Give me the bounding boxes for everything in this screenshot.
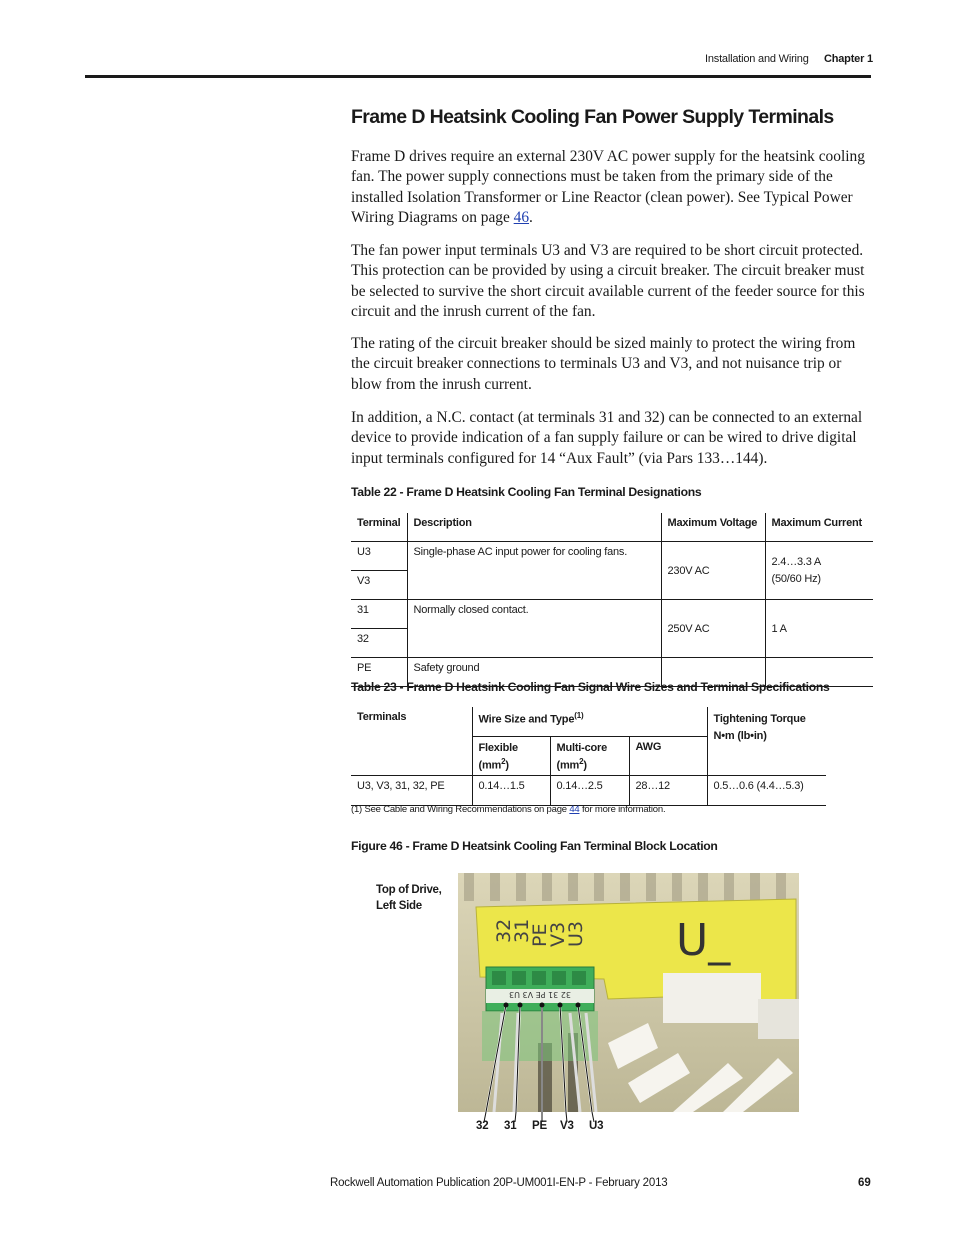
col-header-multicore: Multi-core $(mm^2)$ [550,737,629,776]
running-header-section: Installation and Wiring [705,53,809,65]
table-23-caption: Table 23 - Frame D Heatsink Cooling Fan Signal Wire Sizes and Terminal Specifications [351,680,830,694]
col-header-awg: AWG [629,737,707,776]
svg-text:PE: PE [529,923,551,947]
col-header-wire-size: Wire Size and Type$^{(1)}$ [472,707,707,737]
col-header-description: Description [407,513,661,542]
section-title: Frame D Heatsink Cooling Fan Power Supply Terminals [351,106,834,128]
cell-terminal-31: 31 [351,600,407,629]
col-header-torque: Tightening Torque N•m (lb•in) [707,707,826,776]
paragraph-power-supply: Frame D drives require an external 230V AC power supply for the heatsink cooling fan. The power supply connections must be taken from the primary side of the installed Isolation Transformer or Line Reactor (clean power). See Typical Power Wiring Diagrams on page 46. [351,148,865,227]
header-rule [85,75,871,78]
cell-multicore: 0.14…2.5 [550,776,629,806]
table-row [351,542,873,571]
footer-publication: Rockwell Automation Publication 20P-UM001I-EN-P - February 2013 [330,1177,668,1189]
table-footnote: (1) See Cable and Wiring Recommendations on page 44 for more information. [351,804,666,815]
cell-flexible: 0.14…1.5 [472,776,550,806]
cell-terminal-u3: U3 [351,542,407,571]
sticker-text: U_ [676,915,731,966]
callout-label-32: 32 [476,1120,489,1132]
page-link-44[interactable]: 44 [569,804,580,815]
table-22-caption: Table 22 - Frame D Heatsink Cooling Fan Terminal Designations [351,485,702,499]
cell-pe-description: Safety ground [407,658,661,687]
cell-fan-voltage: 230V AC [661,542,765,600]
cell-fan-description: Single-phase AC input power for cooling fans. [407,542,661,600]
footnote-ref: (1) [574,711,584,720]
terminal-block-photo [458,873,799,1112]
cell-nc-voltage: 250V AC [661,600,765,658]
table-header-row [351,513,873,542]
svg-text:U3: U3 [565,921,587,947]
terminal-designations-table [351,513,873,687]
cell-terminal-v3: V3 [351,571,407,600]
page-number: 69 [858,1177,871,1189]
paragraph-nc-contact: In addition, a N.C. contact (at terminals 31 and 32) can be connected to an external device to provide indication of a fan supply failure or can be wired to drive digital input terminals configured for 14 “Aux Fault” (via Pars 133…144). [351,409,863,467]
svg-text:V3: V3 [547,921,569,947]
cell-awg: 28…12 [629,776,707,806]
cell-terminals: U3, V3, 31, 32, PE [351,776,472,806]
table-header-row [351,707,826,737]
col-header-terminals: Terminals [351,707,472,776]
paragraph-short-circuit: The fan power input terminals U3 and V3 are required to be short circuit protected. This protection can be provided by using a circuit breaker. The circuit breaker must be selected to survive the short circuit available current of the feeder source for this circuit and the inrush current of the fan. [351,242,865,321]
col-header-flexible: Flexible $(mm^2)$ [472,737,550,776]
col-header-terminal: Terminal [351,513,407,542]
callout-label-u3: U3 [589,1120,604,1132]
figure-location-label: Top of Drive, Left Side [376,884,442,912]
cell-torque: 0.5…0.6 (4.4…5.3) [707,776,826,806]
callout-label-v3: V3 [560,1120,574,1132]
table-row [351,776,826,806]
page-link-46[interactable]: 46 [513,209,530,227]
svg-text:32: 32 [493,918,515,943]
wire-size-table [351,707,826,806]
svg-text:31: 31 [511,918,533,943]
cell-terminal-32: 32 [351,629,407,658]
figure-46-caption: Figure 46 - Frame D Heatsink Cooling Fan Terminal Block Location [351,839,718,853]
cell-fan-current: 2.4…3.3 A (50/60 Hz) [765,542,873,600]
col-header-max-voltage: Maximum Voltage [661,513,765,542]
running-header-chapter: Chapter 1 [824,53,873,65]
callout-label-pe: PE [532,1120,547,1132]
cell-nc-description: Normally closed contact. [407,600,661,658]
cell-nc-current: 1 A [765,600,873,658]
col-header-max-current: Maximum Current [765,513,873,542]
cell-terminal-pe: PE [351,658,407,687]
callout-label-31: 31 [504,1120,517,1132]
svg-text:32 31 PE V3 U3: 32 31 PE V3 U3 [509,990,571,999]
paragraph-breaker-rating: The rating of the circuit breaker should be sized mainly to protect the wiring from the circuit breaker connections to terminals U3 and V3, and not nuisance trip or blow from the inrush current. [351,335,856,393]
table-row [351,600,873,629]
